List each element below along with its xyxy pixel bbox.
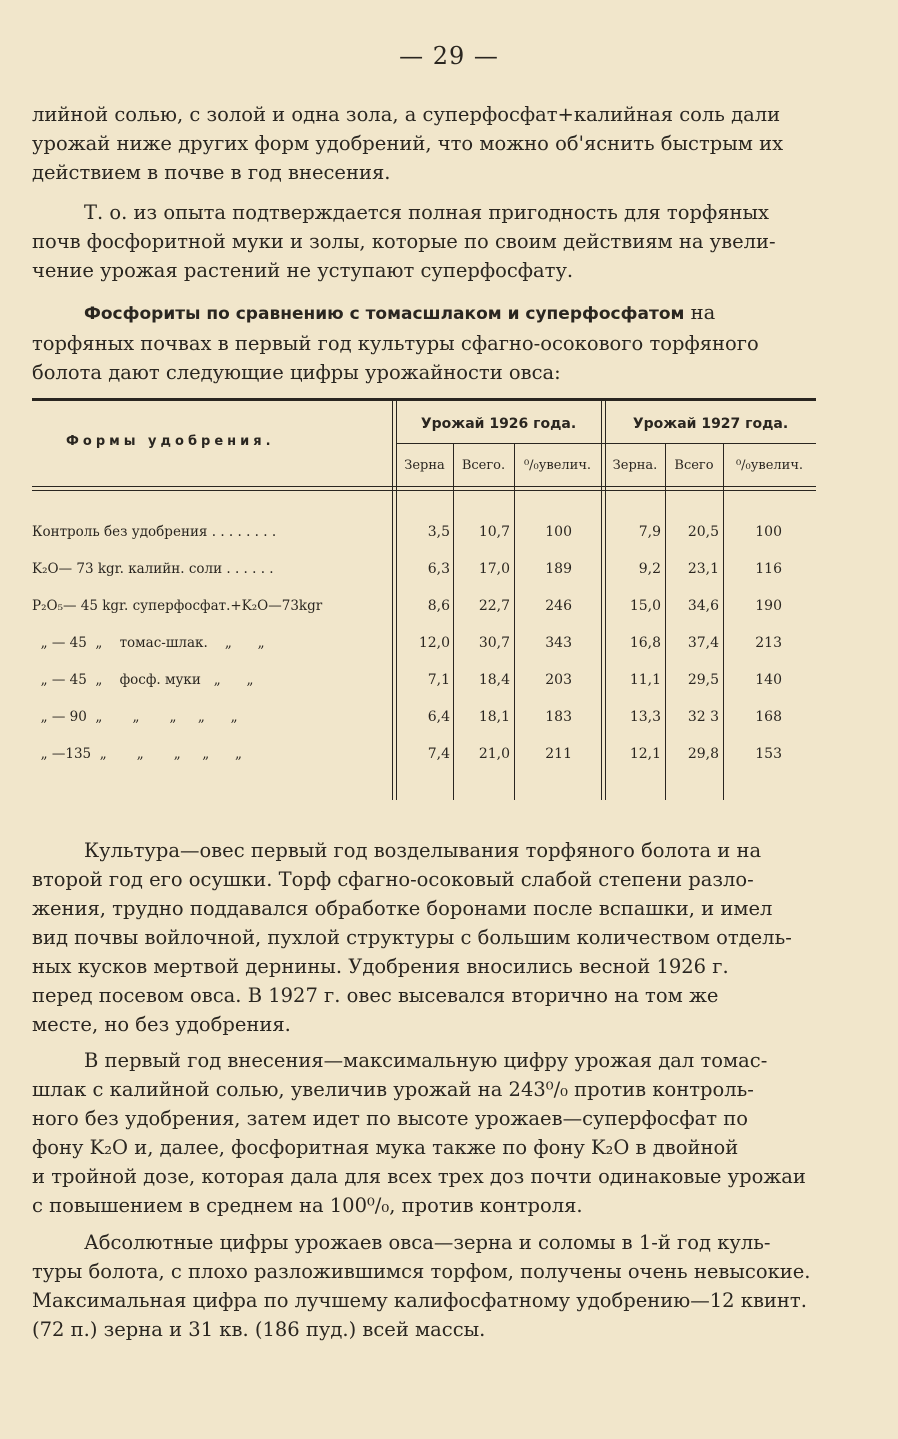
table-cell: 6,3 xyxy=(427,561,450,577)
text-line: вид почвы войлочной, пухлой структуры с большим количеством отдель- xyxy=(32,926,792,949)
table-cell: 153 xyxy=(755,746,782,762)
table-divider xyxy=(453,443,454,800)
table-rule xyxy=(32,490,816,491)
page-number: — 29 — xyxy=(399,42,499,70)
table-row-label: „ —135 „ „ „ „ „ xyxy=(32,746,242,762)
table-cell: 3,5 xyxy=(427,524,450,540)
text-line: болота дают следующие цифры урожайности овса: xyxy=(32,361,561,384)
paragraph-1 xyxy=(32,100,816,187)
text-line: действием в почве в год внесения. xyxy=(32,161,391,184)
text-line: ного без удобрения, затем идет по высоте урожаев—суперфосфат по xyxy=(32,1107,749,1130)
text-line: месте, но без удобрения. xyxy=(32,1013,291,1036)
text-line: (72 п.) зерна и 31 кв. (186 пуд.) всей массы. xyxy=(32,1318,486,1341)
table-cell: 10,7 xyxy=(478,524,510,540)
table-cell: 100 xyxy=(755,524,782,540)
table-cell: 30,7 xyxy=(478,635,510,651)
text-line: перед посевом овса. В 1927 г. овес высевался вторично на том же xyxy=(32,984,719,1007)
text-line: почв фосфоритной муки и золы, которые по своим действиям на увели- xyxy=(32,230,776,253)
text-line: Максимальная цифра по лучшему калифосфатному удобрению—12 квинт. xyxy=(32,1289,807,1312)
table-cell: 22,7 xyxy=(478,598,510,614)
text-line: с повышением в среднем на 100⁰/₀, против контроля. xyxy=(32,1194,583,1217)
table-cell: 29,8 xyxy=(687,746,719,762)
paragraph-2 xyxy=(32,198,816,285)
table-cell: 9,2 xyxy=(638,561,661,577)
table-row-label: „ — 45 „ томас-шлак. „ „ xyxy=(32,635,265,651)
text-line: Культура—овес первый год возделывания торфяного болота и на xyxy=(84,839,762,862)
paragraph-5 xyxy=(32,1046,816,1220)
text-line: чение урожая растений не уступают суперфосфату. xyxy=(32,259,574,282)
table-cell: 189 xyxy=(545,561,572,577)
table-row-label: Контроль без удобрения . . . . . . . . xyxy=(32,524,277,540)
table-cell: 29,5 xyxy=(687,672,719,688)
table-cell: 32 3 xyxy=(687,709,719,725)
table-divider xyxy=(665,443,666,800)
table-cell: 13,3 xyxy=(629,709,661,725)
table-cell: 6,4 xyxy=(427,709,450,725)
text-line: торфяных почвах в первый год культуры сфагно-осокового торфяного xyxy=(32,332,759,355)
table-cell: 168 xyxy=(755,709,782,725)
table-cell: 17,0 xyxy=(478,561,510,577)
table-cell: 23,1 xyxy=(687,561,719,577)
table-divider xyxy=(514,443,515,800)
table-cell: 37,4 xyxy=(687,635,719,651)
table-cell: 8,6 xyxy=(427,598,450,614)
forms-header: Формы удобрения. xyxy=(66,434,275,449)
text-line: и тройной дозе, которая дала для всех трех доз почти одинаковые урожаи xyxy=(32,1165,806,1188)
text-line: лийной солью, с золой и одна зола, а суперфосфат+калийная соль дали xyxy=(32,103,781,126)
text-line: В первый год внесения—максимальную цифру урожая дал томас- xyxy=(84,1049,768,1072)
table-cell: 213 xyxy=(755,635,782,651)
table-cell: 246 xyxy=(545,598,572,614)
year-1927-header: Урожай 1927 года. xyxy=(632,416,789,432)
table-divider xyxy=(392,401,393,800)
bold-heading-text: Фосфориты по сравнению с томасшлаком и суперфосфатом xyxy=(84,304,685,324)
table-cell: 7,4 xyxy=(427,746,450,762)
table-row-label: P₂O₅— 45 kgr. суперфосфат.+K₂O—73kgr xyxy=(32,598,323,614)
table-cell: 116 xyxy=(755,561,782,577)
table-cell: 140 xyxy=(755,672,782,688)
text-line: шлак с калийной солью, увеличив урожай на 243⁰/₀ против контроль- xyxy=(32,1078,754,1101)
text-line: фону K₂O и, далее, фосфоритная мука также по фону K₂O в двойной xyxy=(32,1136,739,1159)
paragraph-3 xyxy=(32,298,816,387)
table-cell: 7,1 xyxy=(427,672,450,688)
table-rule xyxy=(396,443,816,444)
paragraph-6 xyxy=(32,1228,816,1344)
text-line: ных кусков мертвой дернины. Удобрения вносились весной 1926 г. xyxy=(32,955,729,978)
paragraph-4 xyxy=(32,836,816,1039)
col-header-grain-1926: Зерна xyxy=(404,458,445,473)
table-cell: 100 xyxy=(545,524,572,540)
table-cell: 183 xyxy=(545,709,572,725)
table-cell: 7,9 xyxy=(638,524,661,540)
table-cell: 16,8 xyxy=(629,635,661,651)
table-cell: 12,1 xyxy=(629,746,661,762)
table-cell: 20,5 xyxy=(687,524,719,540)
text-line: урожай ниже других форм удобрений, что можно об'яснить быстрым их xyxy=(32,132,784,155)
year-1926-header: Урожай 1926 года. xyxy=(420,416,577,432)
table-cell: 18,4 xyxy=(478,672,510,688)
table-cell: 203 xyxy=(545,672,572,688)
table-top-rule xyxy=(32,398,816,401)
text-line: Т. о. из опыта подтверждается полная пригодность для торфяных xyxy=(84,201,770,224)
table-rule xyxy=(32,486,816,487)
table-row-label: „ — 90 „ „ „ „ „ xyxy=(32,709,238,725)
text-line: второй год его осушки. Торф сфагно-осоковый слабой степени разло- xyxy=(32,868,754,891)
table-cell: 18,1 xyxy=(478,709,510,725)
table-cell: 15,0 xyxy=(629,598,661,614)
table-cell: 343 xyxy=(545,635,572,651)
yield-table xyxy=(32,398,816,800)
table-divider xyxy=(723,443,724,800)
text-line xyxy=(32,298,816,329)
table-row-label: K₂O— 73 kgr. калийн. соли . . . . . . xyxy=(32,561,274,577)
col-header-total-1926: Всего. xyxy=(461,458,506,473)
table-cell: 34,6 xyxy=(687,598,719,614)
text-line: жения, трудно поддавался обработке боронами после вспашки, и имел xyxy=(32,897,773,920)
table-divider xyxy=(601,401,602,800)
text-line: Абсолютные цифры урожаев овса—зерна и соломы в 1-й год куль- xyxy=(84,1231,771,1254)
table-row-label: „ — 45 „ фосф. муки „ „ xyxy=(32,672,254,688)
table-cell: 190 xyxy=(755,598,782,614)
col-header-increase-1926: ⁰/₀увелич. xyxy=(523,458,592,473)
col-header-grain-1927: Зерна. xyxy=(612,458,658,473)
col-header-total-1927: Всего xyxy=(674,458,714,473)
text-fragment: на xyxy=(690,301,716,324)
table-cell: 21,0 xyxy=(478,746,510,762)
table-cell: 12,0 xyxy=(418,635,450,651)
table-cell: 211 xyxy=(545,746,572,762)
table-cell: 11,1 xyxy=(629,672,661,688)
col-header-increase-1927: ⁰/₀увелич. xyxy=(735,458,804,473)
text-line: туры болота, с плохо разложившимся торфом, получены очень невысокие. xyxy=(32,1260,811,1283)
